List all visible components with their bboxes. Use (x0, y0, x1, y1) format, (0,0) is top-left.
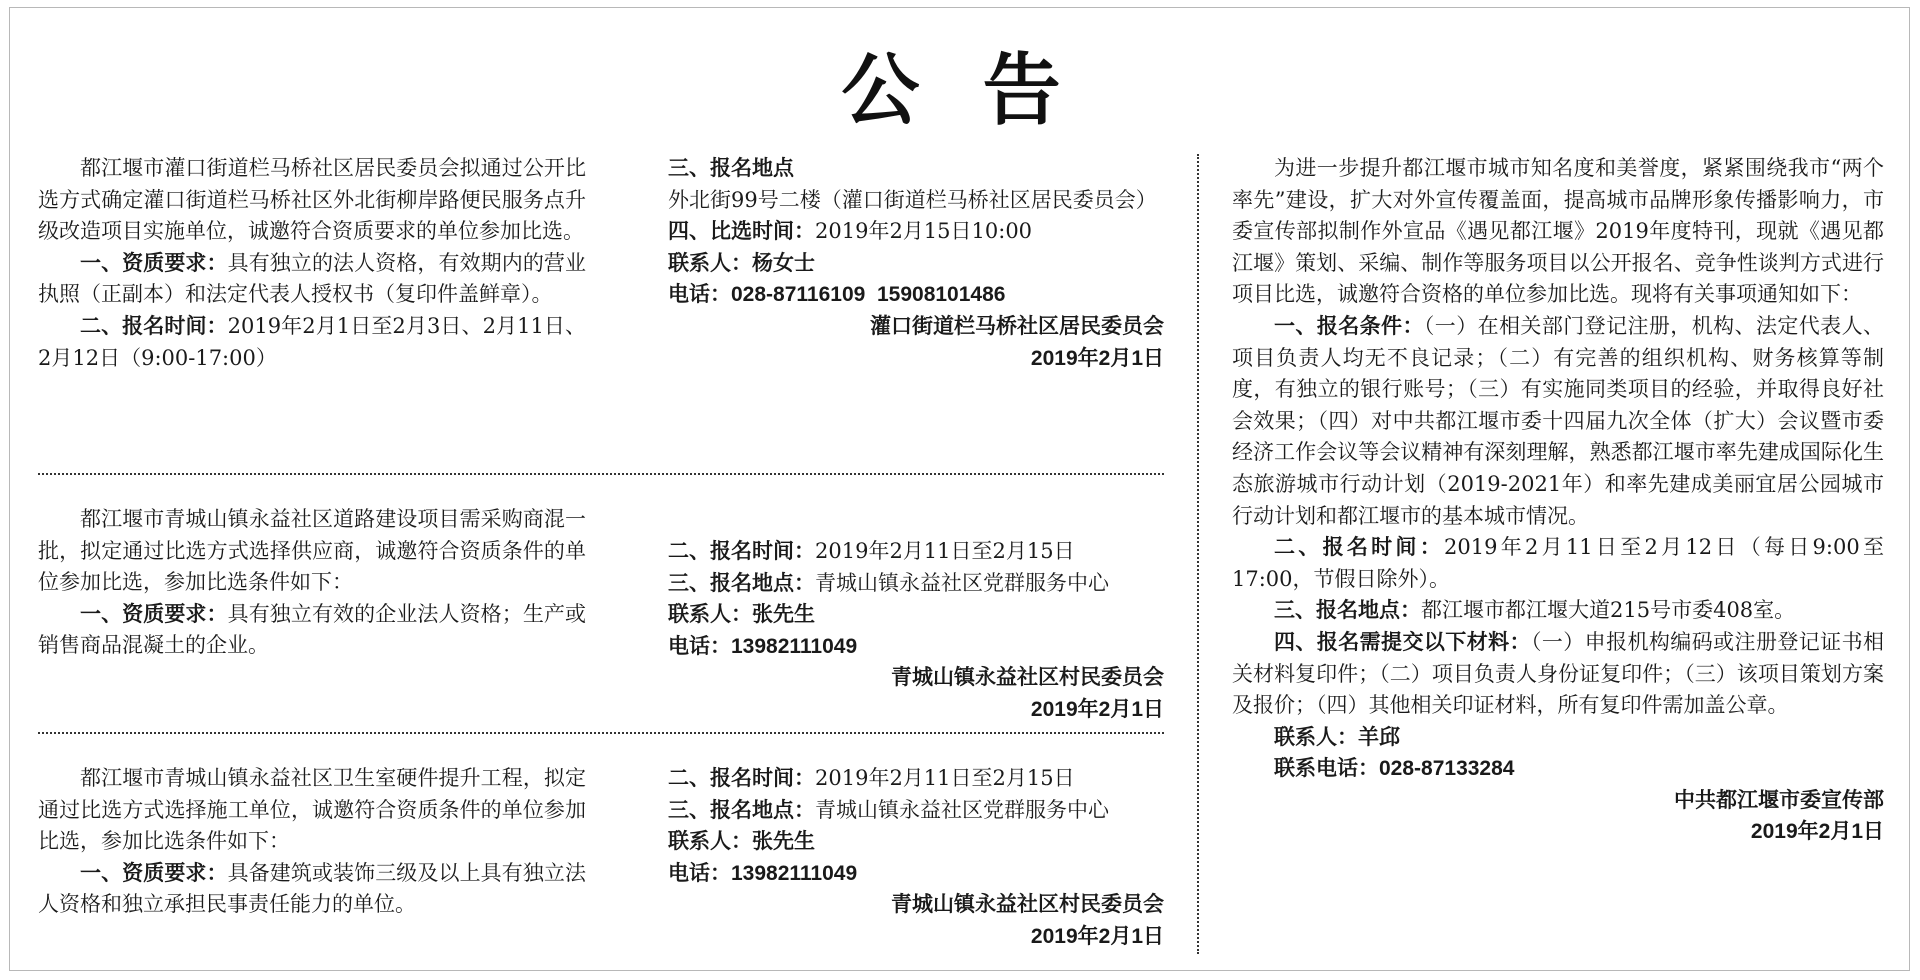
notice-1-qualification-text: 具有独立的法人资格，有效期内的营业执照（正副本）和法定代表人授权书（复印件盖鲜章）。 (38, 250, 586, 307)
notice-1-phone (668, 279, 1164, 311)
notice-2-signup-time (668, 536, 1164, 568)
notice-1-selection-time-label: 四、比选时间： (668, 220, 815, 244)
notice-3-right (668, 763, 1164, 953)
notice-1-selection-time (668, 216, 1164, 248)
notice-3-signup-time-label: 二、报名时间： (668, 767, 815, 790)
notice-2-signup-time-text: 2019年2月11日至2月15日 (815, 539, 1075, 563)
notice-4-materials (1232, 627, 1884, 722)
notice-2-phone-number: 13982111049 (731, 634, 858, 658)
notice-4-contact-label: 联系人： (1274, 725, 1358, 749)
notice-1-phone-label: 电话： (668, 283, 731, 307)
notice-4-signup-time-text: 2019年2月11日至2月12日（每日9:00至17:00，节假日除外）。 (1232, 535, 1885, 591)
notice-4 (1232, 153, 1884, 848)
notice-3-location (668, 795, 1164, 827)
notice-2-date: 2019年2月1日 (1030, 697, 1164, 721)
page-title: 公 告 (841, 45, 1079, 136)
notice-4-location (1232, 595, 1884, 627)
notice-2-phone (668, 631, 1164, 663)
notice-4-location-text: 都江堰市都江堰大道215号市委408室。 (1421, 598, 1796, 623)
notice-1-intro: 都江堰市灌口街道栏马桥社区居民委员会拟通过公开比选方式确定灌口街道栏马桥社区外北街柳岸路便民服务点升级改造项目实施单位，诚邀符合资质要求的单位参加比选。 (38, 156, 586, 244)
notice-4-phone-number: 028-87133284 (1379, 757, 1515, 781)
notice-1-signup-time (38, 311, 586, 374)
notice-3-phone-label: 电话： (668, 861, 731, 885)
notice-3-qualification-text: 具备建筑或装饰三级及以上具有独立法人资格和独立承担民事责任能力的单位。 (38, 860, 586, 917)
notice-4-phone-label: 联系电话： (1274, 757, 1379, 781)
notice-1-signup-time-text: 2019年2月1日至2月3日、2月11日、2月12日（9:00-17:00） (38, 313, 587, 370)
notice-4-conditions-text: （一）在相关部门登记注册，机构、法定代表人、项目负责人均无不良记录；（二）有完善的组织机构、财务核算等制度，有独立的银行账号；（三）有实施同类项目的经验，并取得良好社会效果；（四）对中共都江堰市委十四届九次全体（扩大）会议暨市委经济工作会议等会议精神有深刻理解，熟悉都江堰市率先建成国际化生态旅游城市行动计划（2019-2021年）和率先建成美丽宜居公园城市行动计划和都江堰市的基本城市情况。 (1232, 313, 1884, 528)
notice-3-left (38, 763, 586, 921)
notice-1-contact (668, 248, 1164, 280)
notice-4-contact (1232, 722, 1884, 754)
notice-4-signup-time-label: 二、报名时间： (1274, 536, 1444, 560)
notice-3-org: 青城山镇永益社区村民委员会 (891, 893, 1164, 917)
notice-3-signup-time-text: 2019年2月11日至2月15日 (815, 766, 1075, 790)
notice-1-contact-label: 联系人： (668, 251, 752, 275)
notice-2-qualification-text: 具有独立有效的企业法人资格；生产或销售商品混凝土的企业。 (38, 601, 586, 658)
notice-3-location-text: 青城山镇永益社区党群服务中心 (815, 797, 1109, 822)
notice-3-qualification (38, 858, 586, 921)
notice-2-right (668, 536, 1164, 726)
notice-3-date: 2019年2月1日 (1030, 924, 1164, 948)
notice-2-signup-time-label: 二、报名时间： (668, 540, 815, 563)
notice-3-phone (668, 858, 1164, 890)
notice-4-org: 中共都江堰市委宣传部 (1674, 788, 1884, 812)
notice-1-qualification-label: 一、资质要求： (80, 251, 228, 275)
notice-1-contact-name: 杨女士 (752, 251, 815, 275)
notice-2-location-label: 三、报名地点： (668, 571, 815, 595)
notice-2-contact-label: 联系人： (668, 603, 752, 627)
notice-2-left (38, 504, 586, 662)
notice-4-materials-label: 四、报名需提交以下材料： (1274, 630, 1531, 654)
notice-1-right (668, 153, 1164, 374)
notice-1-location-label: 三、报名地点 (668, 157, 794, 180)
notice-2-qualification (38, 599, 586, 662)
notice-2-location (668, 568, 1164, 600)
notice-1-left (38, 153, 586, 374)
notice-2-location-text: 青城山镇永益社区党群服务中心 (815, 570, 1109, 595)
notice-3-signup-time (668, 763, 1164, 795)
notice-3-contact-label: 联系人： (668, 830, 752, 854)
notice-3-contact (668, 826, 1164, 858)
notice-3-phone-number: 13982111049 (731, 861, 858, 885)
notice-4-phone (1232, 753, 1884, 785)
notice-2-intro: 都江堰市青城山镇永益社区道路建设项目需采购商混一批，拟定通过比选方式选择供应商，诚邀符合资质条件的单位参加比选，参加比选条件如下： (38, 507, 586, 595)
notice-4-intro: 为进一步提升都江堰市城市知名度和美誉度，紧紧围绕我市“两个率先”建设，扩大对外宣传覆盖面，提高城市品牌形象传播影响力，市委宣传部拟制作外宣品《遇见都江堰》2019年度特刊，现就《遇见都江堰》策划、采编、制作等服务项目以公开报名、竞争性谈判方式进行项目比选，诚邀符合资格的单位参加比选。现将有关事项通知如下： (1232, 156, 1884, 307)
notice-2-contact (668, 599, 1164, 631)
notice-4-conditions (1232, 311, 1884, 532)
dotted-divider-2 (38, 732, 1164, 734)
notice-3-intro: 都江堰市青城山镇永益社区卫生室硬件提升工程，拟定通过比选方式选择施工单位，诚邀符合资质条件的单位参加比选，参加比选条件如下： (38, 766, 586, 854)
notice-3-qualification-label: 一、资质要求： (80, 861, 228, 885)
notice-4-date: 2019年2月1日 (1750, 820, 1884, 844)
notice-2-phone-label: 电话： (668, 634, 731, 658)
notice-1-location-text: 外北街99号二楼（灌口街道栏马桥社区居民委员会） (668, 187, 1157, 212)
dotted-divider-1 (38, 473, 1164, 475)
notice-4-materials-text: （一）申报机构编码或注册登记证书相关材料复印件；（二）项目负责人身份证复印件；（三）该项目策划方案及报价；（四）其他相关印证材料，所有复印件需加盖公章。 (1232, 629, 1885, 718)
notice-2-contact-name: 张先生 (752, 603, 815, 627)
notice-1-phone-number: 028-87116109 15908101486 (731, 283, 1006, 307)
notice-1-org: 灌口街道栏马桥社区居民委员会 (870, 314, 1164, 338)
notice-3-contact-name: 张先生 (752, 830, 815, 854)
notice-1-selection-time-text: 2019年2月15日10:00 (815, 219, 1033, 244)
notice-2-org: 青城山镇永益社区村民委员会 (891, 666, 1164, 690)
notice-4-contact-name: 羊邱 (1358, 725, 1400, 749)
notice-2-qualification-label: 一、资质要求： (80, 602, 228, 626)
notice-1-qualification (38, 248, 586, 311)
notice-1-date: 2019年2月1日 (1030, 346, 1164, 370)
notice-3-location-label: 三、报名地点： (668, 798, 815, 822)
notice-1-signup-time-label: 二、报名时间： (80, 314, 228, 338)
notice-4-location-label: 三、报名地点： (1274, 599, 1421, 623)
notice-4-conditions-label: 一、报名条件： (1274, 314, 1424, 338)
vertical-dotted-divider (1197, 154, 1199, 954)
notice-4-signup-time (1232, 532, 1884, 595)
